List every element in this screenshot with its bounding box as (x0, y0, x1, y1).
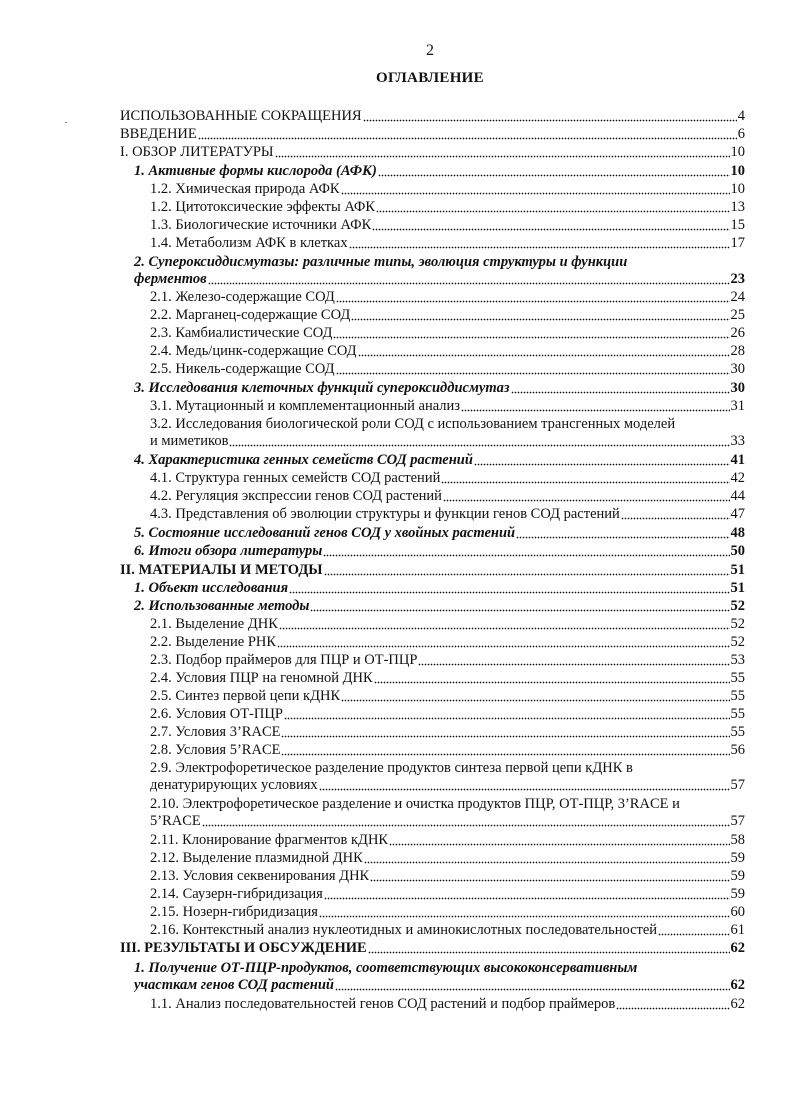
toc-entry[interactable] (150, 361, 745, 378)
toc-entry-title: 1. Активные формы кислорода (АФК) (134, 163, 377, 179)
toc-entry[interactable] (150, 652, 745, 669)
toc-leader-dots (658, 923, 729, 936)
toc-entry[interactable] (150, 325, 745, 342)
toc-entry-page: 59 (730, 868, 745, 884)
toc-entry-title: 4.2. Регуляция экспрессии генов СОД растений (150, 488, 442, 504)
toc-entry-page: 56 (730, 742, 745, 758)
toc-entry-page: 57 (730, 777, 745, 793)
toc-leader-dots (202, 814, 730, 827)
toc-entry-title: 2.7. Условия 3’RACE (150, 724, 281, 740)
toc-entry-page: 55 (730, 670, 745, 686)
toc-leader-dots (324, 563, 730, 576)
toc-leader-dots (279, 617, 730, 630)
toc-entry[interactable] (134, 271, 745, 288)
toc-leader-dots (616, 997, 729, 1010)
toc-entry[interactable] (150, 235, 745, 252)
toc-entry-title: и миметиков (150, 433, 229, 449)
toc-leader-dots (358, 344, 730, 357)
toc-entry[interactable] (134, 580, 745, 597)
toc-leader-dots (289, 581, 729, 594)
toc-leader-dots (341, 689, 729, 702)
toc-entry[interactable] (150, 616, 745, 633)
toc-entry-page: 23 (730, 271, 745, 287)
toc-leader-dots (474, 453, 730, 466)
toc-entry-title: 1.1. Анализ последовательностей генов СОД растений и подбор праймеров (150, 996, 616, 1012)
page-number: 2 (426, 42, 434, 59)
toc-entry-title: 2.4. Условия ПЦР на геномной ДНК (150, 670, 373, 686)
toc-leader-dots (368, 941, 730, 954)
toc-entry-page: 30 (730, 361, 745, 377)
toc-entry-title: ВВЕДЕНИЕ (120, 126, 197, 142)
toc-entry-title: 2.1. Железо-содержащие СОД (150, 289, 335, 305)
toc-entry-title: 4.3. Представления об эволюции структуры и функции генов СОД растений (150, 506, 620, 522)
toc-entry[interactable] (120, 126, 745, 143)
toc-entry-page: 47 (730, 506, 745, 522)
toc-entry-title: III. РЕЗУЛЬТАТЫ И ОБСУЖДЕНИЕ (120, 940, 367, 956)
toc-entry[interactable] (150, 886, 745, 903)
toc-entry-page: 26 (730, 325, 745, 341)
toc-leader-dots (277, 635, 729, 648)
toc-leader-dots (208, 272, 730, 285)
toc-entry-page: 41 (730, 452, 745, 468)
toc-entry-page: 24 (730, 289, 745, 305)
toc-leader-dots (516, 526, 729, 539)
toc-leader-dots (374, 671, 730, 684)
toc-leader-dots (389, 833, 729, 846)
toc-entry-page: 10 (730, 181, 745, 197)
toc-entry[interactable] (150, 868, 745, 885)
toc-entry-page: 10 (730, 144, 745, 160)
toc-entry-page: 59 (730, 886, 745, 902)
toc-entry-page: 57 (730, 813, 745, 829)
toc-leader-dots (275, 145, 730, 158)
toc-entry[interactable] (120, 940, 745, 957)
toc-leader-dots (333, 326, 729, 339)
toc-leader-dots (461, 399, 729, 412)
toc-entry-title: 6. Итоги обзора литературы (134, 543, 323, 559)
toc-entry-line: 2.9. Электрофоретическое разделение продуктов синтеза первой цепи кДНК в (150, 760, 633, 776)
toc-leader-dots (323, 544, 729, 557)
toc-entry-title: 2.15. Нозерн-гибридизация (150, 904, 318, 920)
toc-entry-page: 51 (730, 562, 745, 578)
toc-entry[interactable] (134, 543, 745, 560)
toc-entry[interactable] (150, 670, 745, 687)
toc-entry-title: 5’RACE (150, 813, 201, 829)
toc-entry[interactable] (150, 488, 745, 505)
toc-leader-dots (319, 905, 730, 918)
toc-entry[interactable] (150, 199, 745, 216)
toc-leader-dots (324, 887, 730, 900)
toc-entry[interactable] (150, 832, 745, 849)
toc-leader-dots (418, 653, 729, 666)
toc-entry-title: 1.2. Цитотоксические эффекты АФК (150, 199, 375, 215)
toc-leader-dots (351, 308, 729, 321)
toc-entry-title: 2.8. Условия 5’RACE (150, 742, 281, 758)
toc-entry-title: 2.12. Выделение плазмидной ДНК (150, 850, 363, 866)
toc-entry-page: 42 (730, 470, 745, 486)
toc-entry-page: 25 (730, 307, 745, 323)
toc-leader-dots (341, 182, 730, 195)
toc-leader-dots (364, 851, 730, 864)
toc-leader-dots (281, 725, 729, 738)
toc-entry-page: 28 (730, 343, 745, 359)
toc-entry-page: 58 (730, 832, 745, 848)
toc-entry[interactable] (150, 724, 745, 741)
toc-entry[interactable] (150, 433, 745, 450)
toc-entry-title: I. ОБЗОР ЛИТЕРАТУРЫ (120, 144, 274, 160)
toc-entry[interactable] (150, 922, 745, 939)
toc-entry[interactable] (150, 904, 745, 921)
toc-entry-title: 2.2. Выделение РНК (150, 634, 277, 650)
toc-entry[interactable] (150, 813, 745, 830)
toc-entry-title: 2. Использованные методы (134, 598, 310, 614)
toc-leader-dots (310, 599, 729, 612)
toc-entry-title: 1.4. Метаболизм АФК в клетках (150, 235, 348, 251)
toc-entry-title: 2.5. Никель-содержащие СОД (150, 361, 335, 377)
toc-entry-title: 1.2. Химическая природа АФК (150, 181, 340, 197)
toc-entry-title: 2.3. Камбиалистические СОД (150, 325, 333, 341)
toc-leader-dots (378, 164, 730, 177)
toc-entry[interactable] (134, 977, 745, 994)
toc-entry-title: 2.2. Марганец-содержащие СОД (150, 307, 351, 323)
toc-entry-page: 62 (730, 996, 745, 1012)
toc-leader-dots (511, 381, 730, 394)
toc-entry[interactable] (150, 688, 745, 705)
toc-entry-line: 2.10. Электрофоретическое разделение и очистка продуктов ПЦР, ОТ-ПЦР, 3’RACE и (150, 796, 680, 812)
toc-leader-dots (370, 869, 729, 882)
toc-entry[interactable] (150, 706, 745, 723)
toc-entry-title: 2.5. Синтез первой цепи кДНК (150, 688, 341, 704)
toc-entry-line: 1. Получение ОТ-ПЦР-продуктов, соответствующих высококонсервативным (134, 960, 638, 976)
toc-entry-page: 44 (730, 488, 745, 504)
toc-entry[interactable] (150, 181, 745, 198)
toc-entry-page: 52 (730, 634, 745, 650)
toc-entry-page: 13 (730, 199, 745, 215)
toc-entry-title: II. МАТЕРИАЛЫ И МЕТОДЫ (120, 562, 323, 578)
toc-entry-page: 6 (737, 126, 745, 142)
toc-entry-title: 3. Исследования клеточных функций супероксиддисмутаз (134, 380, 510, 396)
toc-leader-dots (284, 707, 730, 720)
toc-entry-title: 4.1. Структура генных семейств СОД растений (150, 470, 441, 486)
toc-entry-page: 48 (730, 525, 745, 541)
toc-entry[interactable] (120, 562, 745, 579)
toc-entry-title: ферментов (134, 271, 207, 287)
toc-entry-page: 55 (730, 688, 745, 704)
toc-entry-title: 4. Характеристика генных семейств СОД растений (134, 452, 473, 468)
toc-leader-dots (319, 778, 730, 791)
toc-entry[interactable] (150, 217, 745, 234)
toc-entry-page: 15 (730, 217, 745, 233)
toc-entry-title: денатурирующих условиях (150, 777, 318, 793)
toc-leader-dots (441, 471, 729, 484)
toc-entry-page: 53 (730, 652, 745, 668)
toc-entry-title: 2.16. Контекстный анализ нуклеотидных и аминокислотных последовательностей (150, 922, 658, 938)
toc-leader-dots (281, 743, 729, 756)
toc-entry-page: 50 (730, 543, 745, 559)
toc-leader-dots (229, 434, 729, 447)
toc-entry[interactable] (150, 996, 745, 1013)
toc-leader-dots (335, 978, 730, 991)
toc-entry[interactable] (134, 525, 745, 542)
toc-entry-page: 62 (730, 940, 745, 956)
toc-entry[interactable] (150, 289, 745, 306)
toc-entry[interactable] (134, 380, 745, 397)
toc-entry-title: 1.3. Биологические источники АФК (150, 217, 372, 233)
toc-entry[interactable] (150, 777, 745, 794)
toc-entry-title: 2.13. Условия секвенирования ДНК (150, 868, 370, 884)
toc-entry-page: 55 (730, 706, 745, 722)
toc-leader-dots (443, 489, 730, 502)
toc-entry-page: 4 (737, 108, 745, 124)
toc-leader-dots (198, 127, 737, 140)
toc-entry[interactable] (134, 163, 745, 180)
toc-entry-page: 52 (730, 616, 745, 632)
toc-entry[interactable] (150, 470, 745, 487)
toc-entry[interactable] (150, 850, 745, 867)
toc-entry[interactable] (150, 742, 745, 759)
toc-entry-page: 61 (730, 922, 745, 938)
toc-entry-page: 62 (730, 977, 745, 993)
toc-entry-page: 30 (730, 380, 745, 396)
toc-entry-page: 33 (730, 433, 745, 449)
toc-leader-dots (363, 109, 737, 122)
toc-leader-dots (336, 290, 730, 303)
toc-entry[interactable] (150, 307, 745, 324)
toc-leader-dots (336, 362, 730, 375)
toc-entry-title: 2.6. Условия ОТ-ПЦР (150, 706, 283, 722)
toc-entry-title: 2.11. Клонирование фрагментов кДНК (150, 832, 389, 848)
toc-entry[interactable] (120, 108, 745, 125)
toc-entry-page: 10 (730, 163, 745, 179)
toc-leader-dots (376, 200, 730, 213)
toc-entry-title: 2.3. Подбор праймеров для ПЦР и ОТ-ПЦР (150, 652, 418, 668)
toc-entry-title: 1. Объект исследования (134, 580, 289, 596)
toc-entry-title: ИСПОЛЬЗОВАННЫЕ СОКРАЩЕНИЯ (120, 108, 362, 124)
toc-entry-title: 2.1. Выделение ДНК (150, 616, 278, 632)
toc-entry-title: 3.1. Мутационный и комплементационный анализ (150, 398, 461, 414)
toc-leader-dots (621, 507, 730, 520)
toc-entry-title: 2.14. Саузерн-гибридизация (150, 886, 323, 902)
toc-entry-title: 2.4. Медь/цинк-содержащие СОД (150, 343, 357, 359)
toc-entry[interactable] (134, 452, 745, 469)
toc-entry-page: 17 (730, 235, 745, 251)
toc-entry-page: 51 (730, 580, 745, 596)
toc-entry-title: участкам генов СОД растений (134, 977, 334, 993)
toc-entry[interactable] (150, 398, 745, 415)
toc-entry-page: 52 (730, 598, 745, 614)
toc-entry-line: 2. Супероксиддисмутазы: различные типы, эволюция структуры и функции (134, 254, 628, 270)
toc-entry-page: 31 (730, 398, 745, 414)
toc-entry-page: 60 (730, 904, 745, 920)
toc-entry[interactable] (120, 144, 745, 161)
page-title: ОГЛАВЛЕНИЕ (376, 70, 484, 86)
toc-entry-page: 55 (730, 724, 745, 740)
toc-leader-dots (372, 218, 729, 231)
toc-entry[interactable] (150, 634, 745, 651)
toc-entry[interactable] (150, 343, 745, 360)
toc-entry-line: 3.2. Исследования биологической роли СОД с использованием трансгенных моделей (150, 416, 676, 432)
toc-leader-dots (349, 236, 730, 249)
toc-entry[interactable] (150, 506, 745, 523)
toc-entry-page: 59 (730, 850, 745, 866)
toc-entry-title: 5. Состояние исследований генов СОД у хвойных растений (134, 525, 516, 541)
scan-mark (65, 122, 67, 123)
toc-entry[interactable] (134, 598, 745, 615)
